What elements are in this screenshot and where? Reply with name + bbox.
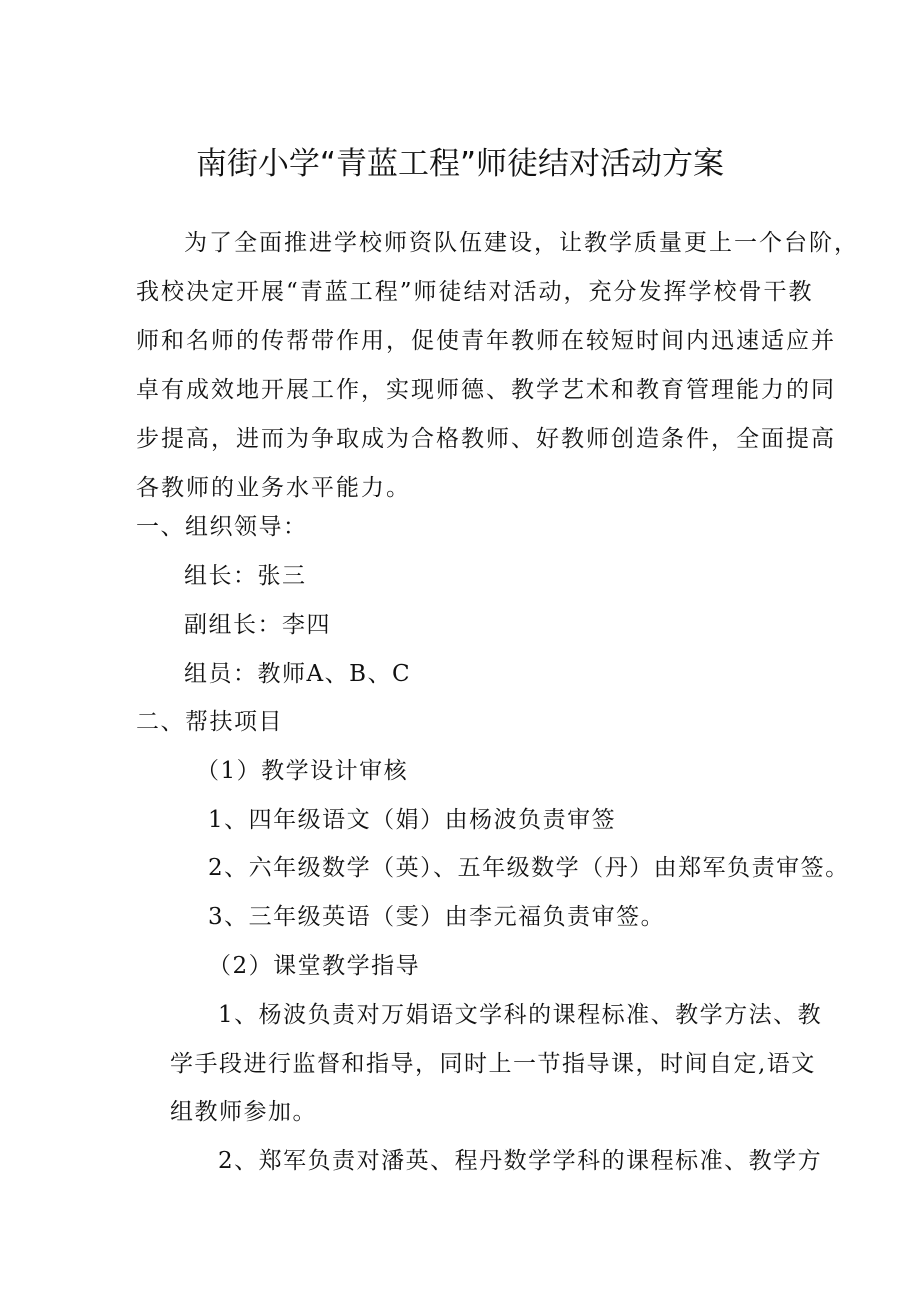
sub1-item: 3、三年级英语（雯）由李元福负责审签。	[208, 904, 666, 930]
intro-line: 师和名师的传帮带作用，促使青年教师在较短时间内迅速适应并	[136, 328, 836, 354]
deputy-line: 副组长：李四	[184, 612, 331, 638]
section2-heading: 二、帮扶项目	[136, 709, 283, 735]
intro-line: 卓有成效地开展工作，实现师德、教学艺术和教育管理能力的同	[136, 377, 836, 403]
leader-line: 组长：张三	[184, 563, 307, 589]
sub2-heading: （2）课堂教学指导	[208, 953, 421, 979]
sub2-item1-line: 学手段进行监督和指导，同时上一节指导课，时间自定,语文	[170, 1051, 816, 1077]
sub2-item1-line: 组教师参加。	[170, 1099, 317, 1125]
intro-line: 我校决定开展“青蓝工程”师徒结对活动，充分发挥学校骨干教	[136, 279, 814, 305]
section1-heading: 一、组织领导：	[136, 514, 308, 540]
document-title: 南街小学“青蓝工程”师徒结对活动方案	[195, 146, 725, 182]
members-line: 组员：教师A、B、C	[184, 661, 412, 687]
sub2-item2-line: 2、郑军负责对潘英、程丹数学学科的课程标准、教学方	[218, 1148, 823, 1174]
intro-line: 为了全面推进学校师资队伍建设，让教学质量更上一个台阶，	[184, 230, 859, 256]
sub1-item: 2、六年级数学（英）、五年级数学（丹）由郑军负责审签。	[208, 855, 850, 881]
sub2-item1-line: 1、杨波负责对万娟语文学科的课程标准、教学方法、教	[218, 1002, 823, 1028]
intro-line: 各教师的业务水平能力。	[136, 475, 411, 501]
sub1-heading: （1）教学设计审核	[196, 758, 409, 784]
sub1-item: 1、四年级语文（娟）由杨波负责审签	[208, 807, 617, 833]
intro-paragraph	[136, 219, 859, 513]
intro-line: 步提高，进而为争取成为合格教师、好教师创造条件，全面提高	[136, 426, 836, 452]
